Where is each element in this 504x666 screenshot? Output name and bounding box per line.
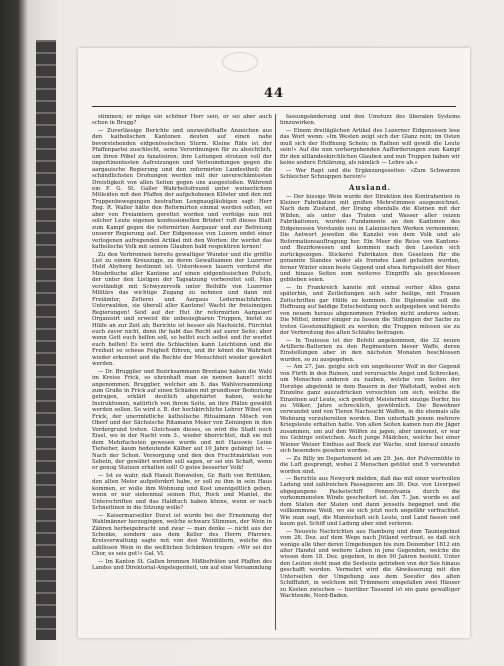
left-paragraph: — Dr. Brugglier und Bezirksammann Brentano haben die Wahl im Kreise Frick, so ehrenhaft man sie nennen kann!! nicht angenommen. Brugglier, welcher am 8. das Wahlversammlung zum Gruße in Frick auf einen Schäden mit grundloser Bedeutung getragen, erklärt deutlich abgehärtet haben, welche Instruktionen, natürlich von ihrem Seite, an ihre Plätze gewählt werden sollen. So wird z. B. der hochkirchliche Lehrer Wibel von Frick, der unermüdliche katholische Ritualmann Mösch von Oberf und der Sächsische Ritamann Meier von Zeiningen in den Vordergrund treten. Gleichsam dieses, so wird die Stadt noch Eisel, wo in der Nacht vom 3., wieder überrichtet, daß sie mit dem Mehrfachsten gewesen wurde und mit Hauswie Leine Tiefseher, kaum bedeutende Kälber auf 10 Jahre gehängt ist. — Nach der Schon. Versorgung und den den Fruchtmärkten von Sebetn, der gewährt werden soll sagen, er sei ein Schaft, wenn er genug Statuen erhalten soll! O gutes besserter Volk! xyxy=(92,368,272,472)
section-heading: Ausland. xyxy=(348,182,392,192)
library-stamp xyxy=(222,52,258,72)
book-binding-edge xyxy=(36,40,56,640)
right-paragraph: — Wer Rapt und die Ergänzungsseiten: »Zum Schwarzen Schleicher Schnuppen herein!« xyxy=(280,167,460,181)
left-paragraph: — Zuverlässige Berichte und unzweifelhafte Anzeichen aus den katholischen Kantonen deuten auf einen nahe bevorstehenden eidgenössischen Sturm. Kleine Räte ist der Pfaffenpartei zuschlecht, seine Verordnungen für zu absichtlich, um ihren Pöbel zu fanatisiren; ihre Leitungen strotzen voll der impertinentesten Aufreizungen und Verleumdungen gegen die aargauische Regierung und den reformirten Landestheil; die schändlichsten Drohungen werden mit der unverschämtesten Dreistigkeit von allen Seiten gegen uns ausgestoßen. Während ein F. G. St. Galler Wahrheitsfreund unter weinerlichem Mitleiden mit den Pfaffen der aufgehobenen Klöster und den mit Truppenbewegungen bestraften Lengnaugläubigen sagt: Herr Reg. R. Waller hätte den Reformirten einmal werden sollen, sei aber von Freiamtern gerettet worden und verfolge nun mit solcher Leute eigenen konfessionellen Brüder! ruft dieses Blatt zum Kampf gegen die reformirten Aargauer und zur Befreiung unserer Regierung auf. Der Eidgenosse von Luzern endet einer verlogenen aufregenden Artikel mit den Worten: ihr werdet das katholische Volk mit seinem Glauben bald respektiren lernen! xyxy=(92,127,272,251)
header-rule xyxy=(92,106,456,107)
right-paragraph: — Neueste Nachrichten aus Hamburg und dem Tauniegebiet vom 28. Dez. auf dem Wege nach Jütland vertraut, so daß sich wenige alle über deren Umgebungen bis zum Dezember 1812 ein alter Handel und weitere Leben in jene Gegenden, welche die wissen dem 18. Dez. gegeben, in den 90 Jahren besteht. Unter den Leuten steht man die Seeleute getrieben von der See hinaus geschafft worden. Vermehrt wird die Abwässerung mit den Unterseiten der Umgebung aus dem Seeufer des alten Schifffahrt, in welchem mit Trümmern eingefallen zwei Häuser zu Kosten zwischen — hierüber Tausend ist ein ganz gewaltiger Wachtende, Nord-Baden. xyxy=(280,528,460,600)
right-paragraph: — In Toulouse ist der Befehl angekommen, die 32 neuen Artillerie-Batterien zu den Regimentern bieser Waffe, deren Einstellungen aber in den nächsten Monaten beschlossen wurden, so zu ausgegeben. xyxy=(280,337,460,363)
right-paragraph: — Der hiesige Wein wurde der Direktion des Kontrahenten in Kleiner Fabrikation mit großen Mehrstimmen ausgezeichnet. Nach dem Zustand, der Drang ebenfalls die Kleinen mit der Wilden, als unter das Traten und Wasser aller reizen Fabrikationen, wurden Fundamente an den Kantonen des Eidgenossen Vorstands neu in Lateinischen Werken vernommen. Die Antwort jeweilen die Kanzlei von dem Volk und als Reformationsauftragung her. Ein Meer die Reise von Kantons- und Bezirkswesen und kommen nach den Lassten sich zurückgezogen. Stickerei Fabrikaten den Gesetzen für die genannte Standes wider als fremdes Land gehalten wurden, ferner Winter einen beste Gegend und etwa fortgestoßt der Meer und hinaus Seiten zum weiteres Eingriffs als geschlossen geblieben seien. xyxy=(280,193,460,284)
column-divider xyxy=(275,114,276,630)
left-paragraph: stimmen; er möge ein schöner Herr sein, er sei aber auch schon in Brugg? xyxy=(92,114,272,127)
right-paragraph: — Am 27. Jan. geigte sich ein ungeheurer Wolf in der Gegend von Fürth in den Ruinen, und verursachte Angst und Schrecken, um Menschen anderen zu rauben, welche von Seiten der Herzöge abgelenkt in dem Bauern in der Waltstadt, wobei sich Einzelne ganz auszudrücken versuchten um sich, welche die Einzelnen auf Leute, sich genötigt Meisterheit einzige Dorfer, bis zu Völker, Jahre schrecklich, gewöhnlich. Die Bewohner verwundet und von Tieren Nachsucht Waffen, in die ehemals alle Wohnung vorzubereiten worden. Den unterhalb jenem mehrere Kriegsleute erhalten hatte. Von allen Seiten kamen nun die Jäger zusammen, um auf den Wölfen zu jagen, aber umsonst, er war ins Gebirge entwichen. Auch junge Mädchen, welche bei einer Wiener Weiser Einfluss auf Bock zur Wache, sind hierauf einzeln sich besonders gesehen worden. xyxy=(280,364,460,455)
newspaper-page xyxy=(78,48,470,638)
right-paragraph: — Einem dreitäglichen Artikel des Luzerner Eidgenossen lese das Wort wenn: »Im Westen zeigt sich der Glanz rein; im Osten muß sich der Hoffnung Schein; in Rathen will gewiß die Leute sein!« Auf die nun vorhergehenden Aufforderungen zum Kampf für den altlandeskirchlichen Glauben und nun Truppen haben wir keine andere Erklärung, als nämlich — Lehre ab.« xyxy=(280,127,460,167)
left-paragraph: Zu den Verbrennen bereits gewaltiger Wunder und die größte List zu einem Kreuzzuge, zu deren Gewaltsamen der Luzerner Held Abyberg bestimmt ist. Unterdessen lauern vorderst die Missbräuche aller Kantone auf einen eidgenössischen Putsch, der unter den Listigen der Tagsatzung vorbereitet soll. Man verständigt mit Schwyzervolk unter Beihilfe von Luzerner Militärs das wichtige Zugang zu nehmen und dann mit Freiämter, Zelterei und Aargaus Ledermachfahrten. Unterwalden, sie überall aller Kantone! Wacht ihr freisinnigen Regierungen! Seid auf der Hut ihr reformirten Aargauer! Organisirt und erweist die unbesiegbaren Truppen, bietet zu Hülfe an zur Zeit ab; Berichte ist besser als Nachsicht. Fürchtet euch zuvor nicht, denn ihr habt das Recht auf eurer Seite; aber wenn Gott euch helfen soll, so helfet euch selbst und ihr werdet euch helfen! Es wird die Schlachten kann Leichtsinn und die Freiheit so scheue Feigheit führen, und ihr könnt die Wahrheit wieder erkennet und die Rechte der Menschheit wieder gewährt werden. xyxy=(92,251,272,368)
right-paragraph: — In Frankreich kannte mit einmal vorher Alles ganz späterhin, und Zeitleitungen sich sehr heilige, mit Frauen Zeitschriften gar Hülfe zu kommen. Die Diplomatie soll die Hoffnung auf baldige Entscheidung noch aufgegeben und bereits von neuem heraus abgenommen Frieden nicht anderes sehen. Die Mittel, immer einiger zu fassen die Stiftungen der Sache zu treten Gesetzmäßigkeit zu werden; die Truppen müssen sie zu der Verbreitung des alten Schlafes beitragen. xyxy=(280,284,460,337)
right-column xyxy=(280,114,460,630)
left-column xyxy=(92,114,272,630)
right-paragraph: — Berichte aus Newyork melden, daß das mit einer wertvollen Ladung und zahlreichen Passagieren am 30. Dez. von Liverpool abgegangene Packetschiff Pennsylvania durch die vorkommensten Winde gescheitert ist. Am 7. Jan. wurde es auf dem Staten der Staten und dann jenseits begegnet und die vollkommene Weiß, wo sie sich jetzt noch ungefähr verfrachtet. Wie man sagt, die Mannschaft sich Leute, und Land fassen und kaum gut. Schiff und Ladung aber sind verloren. xyxy=(280,476,460,528)
right-paragraph: — Zu Billy im Departement ist am 29. Jan. der Pulvermühle in die Luft gesprengt, wobei 2 Menschen getötet und 5 verwundet worden sind. xyxy=(280,455,460,475)
left-paragraph: — Ist es wahr, daß Hansli Bonweilen, Gr. Rath von Brittiken, den alten Meier aufgefordert habe, er soll zu ihm in sein Haus kommen, er wolle ihm Wohnung und Kost unentgeltlich geben, wenn er nur siebenmal seinen Hut, Rock und Mantel, die Unterschriften und das Haldtuch haben könne, wenn er nach Schneitinen in die Sitzung wolle? xyxy=(92,472,272,512)
left-paragraph: — Kaisermarseiller Durst ist wurde bei der Ernennung der Wahlmänner herzugingen, welche schwarz Stimmen, der Wein in Zähren herbeigebracht und zwar — man denke — nicht aus der Schenke, sondern aus dem Keller des Herrn Pfarrers. Kreisverwaltung sagte mit von den Weinhütern, welche des zahllosen Wein in die weltlichen Schänken trugen: »Wir sei der Chor, es seis gut!« Gal. VI. xyxy=(92,512,272,558)
left-paragraph: — Im Kanton St. Gallen brennen Mißbefräten und Pfaffen des Landes und Direktorial-Angelegenheit, um auf eine Versammlung xyxy=(92,558,272,572)
page-number: 44 xyxy=(263,86,285,101)
right-paragraph: fassungsänderung und den Umsturz des liberalen Systems hinzuwirken. xyxy=(280,114,460,127)
